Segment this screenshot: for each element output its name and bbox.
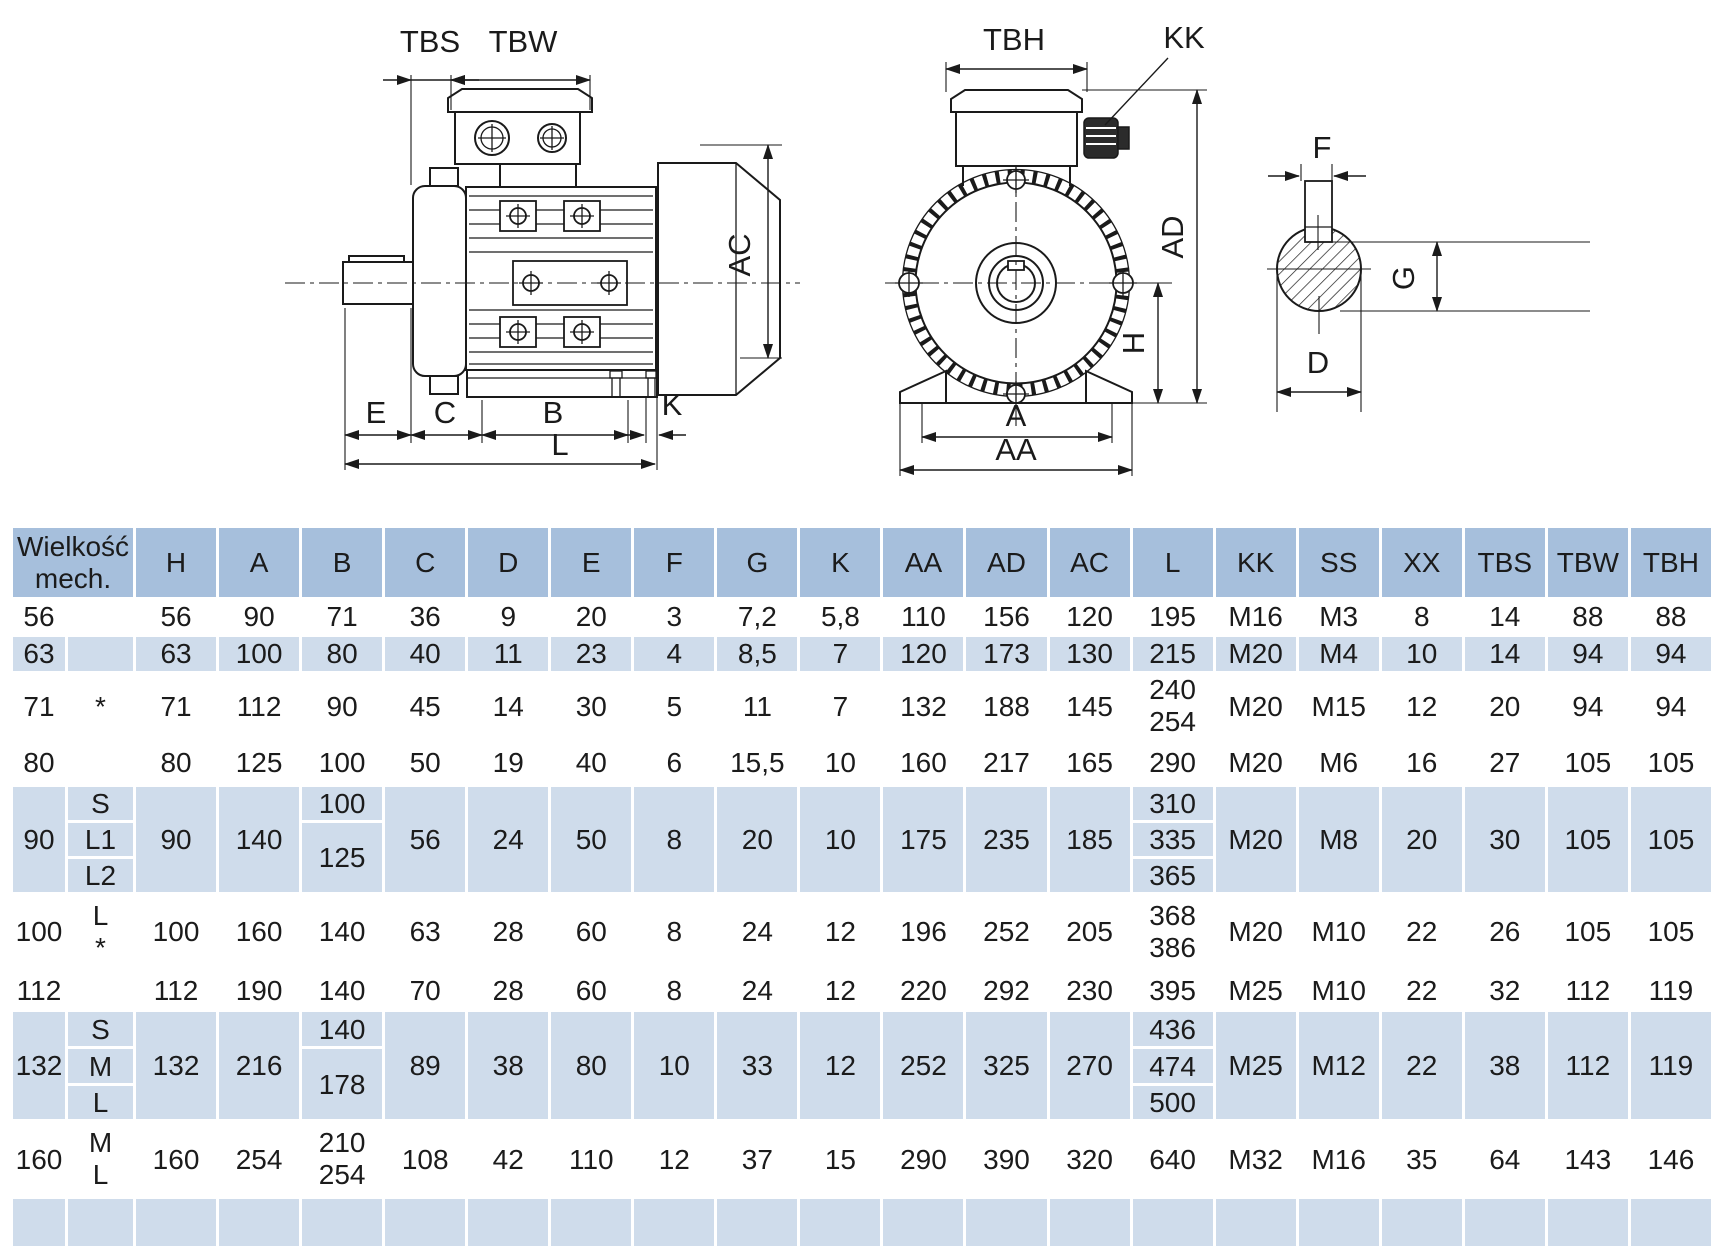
motor-dimension-drawing	[0, 0, 1724, 525]
dim-cell	[1297, 1198, 1380, 1248]
dim-cell: 252	[882, 1011, 965, 1121]
dim-cell: 500	[1131, 1085, 1214, 1121]
col-header-tbh: TBH	[1629, 527, 1712, 599]
dim-cell: 94	[1629, 636, 1712, 673]
dimension-table	[10, 525, 1714, 1249]
dim-cell: 63	[384, 894, 467, 970]
dim-value: 386	[1149, 931, 1196, 963]
dim-cell: 112	[1546, 1011, 1629, 1121]
dim-cell: 105	[1629, 740, 1712, 786]
col-header-ad: AD	[965, 527, 1048, 599]
dim-label-f: F	[1312, 130, 1332, 165]
dim-cell: 325	[965, 1011, 1048, 1121]
dim-cell: 112	[1546, 970, 1629, 1011]
col-header-ss: SS	[1297, 527, 1380, 599]
dim-cell	[1380, 1198, 1463, 1248]
dim-cell: 105	[1546, 740, 1629, 786]
dim-cell: 71	[135, 673, 218, 740]
dim-cell: M3	[1297, 599, 1380, 636]
dim-cell: 100	[218, 636, 301, 673]
table-row	[12, 599, 1713, 636]
row-size-label	[12, 1198, 67, 1248]
dim-cell: M10	[1297, 970, 1380, 1011]
dim-cell: 160	[135, 1121, 218, 1198]
dim-cell: 140	[301, 1011, 384, 1048]
dim-cell: 132	[135, 1011, 218, 1121]
col-header-d: D	[467, 527, 550, 599]
table-row	[12, 740, 1713, 786]
row-sub-label: L	[67, 1085, 135, 1121]
dim-cell: 474	[1131, 1048, 1214, 1085]
row-sub-label	[67, 894, 135, 970]
dim-cell: 42	[467, 1121, 550, 1198]
dim-cell: 165	[1048, 740, 1131, 786]
row-size-label: 56	[12, 599, 67, 636]
dim-cell: 80	[550, 1011, 633, 1121]
dim-cell: 94	[1546, 636, 1629, 673]
dim-cell: 26	[1463, 894, 1546, 970]
col-header-b: B	[301, 527, 384, 599]
dim-cell: 105	[1546, 894, 1629, 970]
table-row	[12, 673, 1713, 740]
dim-cell: 254	[218, 1121, 301, 1198]
dim-cell: 196	[882, 894, 965, 970]
dim-cell: 88	[1546, 599, 1629, 636]
dim-cell: M10	[1297, 894, 1380, 970]
dim-cell: 22	[1380, 970, 1463, 1011]
col-header-xx: XX	[1380, 527, 1463, 599]
dim-cell: M16	[1214, 599, 1297, 636]
dim-label-e: E	[365, 395, 387, 430]
dim-cell	[1131, 673, 1214, 740]
terminal-box-front	[951, 90, 1082, 166]
dim-cell: 9	[467, 599, 550, 636]
dim-cell: M20	[1214, 636, 1297, 673]
table-row	[12, 894, 1713, 970]
dim-cell: 220	[882, 970, 965, 1011]
row-sub-label	[67, 599, 135, 636]
dim-cell	[1048, 1198, 1131, 1248]
dim-cell: 215	[1131, 636, 1214, 673]
dim-label-tbh: TBH	[983, 22, 1045, 57]
dim-cell: 12	[799, 1011, 882, 1121]
dim-cell: 14	[1463, 599, 1546, 636]
dim-cell: M6	[1297, 740, 1380, 786]
dim-cell: 5	[633, 673, 716, 740]
dim-cell: 290	[1131, 740, 1214, 786]
dim-cell: 37	[716, 1121, 799, 1198]
dim-cell: M8	[1297, 786, 1380, 894]
dim-cell: 230	[1048, 970, 1131, 1011]
feet-side	[467, 370, 657, 397]
dim-cell: 94	[1629, 673, 1712, 740]
dim-cell: 3	[633, 599, 716, 636]
dim-cell: 140	[218, 786, 301, 894]
dim-cell: 56	[135, 599, 218, 636]
col-header-tbs: TBS	[1463, 527, 1546, 599]
dim-cell: 120	[1048, 599, 1131, 636]
row-size-label: 63	[12, 636, 67, 673]
dim-cell: 252	[965, 894, 1048, 970]
footnote-star: *	[95, 931, 106, 963]
dim-cell: 40	[550, 740, 633, 786]
side-view-drawing	[285, 24, 800, 470]
dim-label-a: A	[1005, 398, 1027, 433]
row-size-label: 112	[12, 970, 67, 1011]
row-size-label: 90	[12, 786, 67, 894]
dim-value: 240	[1149, 674, 1196, 705]
dim-cell: 290	[882, 1121, 965, 1198]
dim-cell: 395	[1131, 970, 1214, 1011]
dim-cell	[301, 1121, 384, 1198]
dim-cell: 28	[467, 894, 550, 970]
dim-cell: 110	[882, 599, 965, 636]
dim-cell	[1546, 1198, 1629, 1248]
dim-cell: 119	[1629, 1011, 1712, 1121]
dim-cell: 33	[716, 1011, 799, 1121]
dim-cell: 15,5	[716, 740, 799, 786]
dim-cell: 195	[1131, 599, 1214, 636]
dim-cell: 20	[1380, 786, 1463, 894]
dim-cell: M16	[1297, 1121, 1380, 1198]
dim-cell: 436	[1131, 1011, 1214, 1048]
dim-cell: M25	[1214, 970, 1297, 1011]
dim-cell: 173	[965, 636, 1048, 673]
table-row	[12, 1011, 1713, 1048]
dim-cell: 320	[1048, 1121, 1131, 1198]
dim-label-b: B	[542, 395, 564, 430]
dim-label-g: G	[1386, 265, 1421, 291]
col-header-ac: AC	[1048, 527, 1131, 599]
dim-cell: 36	[384, 599, 467, 636]
col-header-k: K	[799, 527, 882, 599]
dim-cell	[550, 1198, 633, 1248]
col-header-f: F	[633, 527, 716, 599]
dim-cell	[218, 1198, 301, 1248]
dim-cell	[1131, 894, 1214, 970]
dim-cell: 35	[1380, 1121, 1463, 1198]
dim-cell: M4	[1297, 636, 1380, 673]
dim-cell: 125	[301, 822, 384, 894]
dim-cell: 60	[550, 970, 633, 1011]
dim-cell: 19	[467, 740, 550, 786]
dim-cell: M20	[1214, 786, 1297, 894]
dim-cell: 140	[301, 894, 384, 970]
dim-label-ac: AC	[722, 233, 757, 277]
dim-cell: 27	[1463, 740, 1546, 786]
table-row	[12, 786, 1713, 822]
dim-cell: 112	[135, 970, 218, 1011]
dim-cell: 205	[1048, 894, 1131, 970]
col-header-c: C	[384, 527, 467, 599]
dim-cell	[1131, 1198, 1214, 1248]
dim-cell: 120	[882, 636, 965, 673]
col-header-a: A	[218, 527, 301, 599]
dim-cell: 11	[716, 673, 799, 740]
dim-cell: 132	[882, 673, 965, 740]
dim-cell: 89	[384, 1011, 467, 1121]
dim-cell: 8,5	[716, 636, 799, 673]
dim-cell: 32	[1463, 970, 1546, 1011]
row-sub-label	[67, 1198, 135, 1248]
dim-cell	[467, 1198, 550, 1248]
dim-cell: 14	[1463, 636, 1546, 673]
dim-cell: 8	[1380, 599, 1463, 636]
dim-cell: 140	[301, 970, 384, 1011]
dim-cell: 71	[301, 599, 384, 636]
row-size-label: 132	[12, 1011, 67, 1121]
dim-cell: 12	[799, 894, 882, 970]
sub-label: L	[92, 1159, 109, 1191]
dim-cell: 160	[218, 894, 301, 970]
dim-cell: 235	[965, 786, 1048, 894]
dim-label-h: H	[1116, 331, 1151, 355]
row-size-label: 160	[12, 1121, 67, 1198]
col-header-kk: KK	[1214, 527, 1297, 599]
dim-cell: 90	[301, 673, 384, 740]
dim-cell: 175	[882, 786, 965, 894]
dim-cell	[799, 1198, 882, 1248]
dim-label-c: C	[433, 395, 457, 430]
row-size-label: 71	[12, 673, 67, 740]
dim-cell: 15	[799, 1121, 882, 1198]
dim-cell: 112	[218, 673, 301, 740]
dim-cell: 12	[1380, 673, 1463, 740]
row-sub-label: L1	[67, 822, 135, 858]
row-sub-label: *	[67, 673, 135, 740]
dim-cell: 23	[550, 636, 633, 673]
fan-cover	[658, 163, 780, 395]
dim-cell: 12	[633, 1121, 716, 1198]
dim-cell: 38	[1463, 1011, 1546, 1121]
dim-cell: 125	[218, 740, 301, 786]
dim-cell: 5,8	[799, 599, 882, 636]
dim-cell: M20	[1214, 740, 1297, 786]
dim-cell: 88	[1629, 599, 1712, 636]
dim-cell: 178	[301, 1048, 384, 1121]
dim-cell: 310	[1131, 786, 1214, 822]
sub-label: L	[92, 899, 109, 931]
dim-cell	[882, 1198, 965, 1248]
dim-cell: 292	[965, 970, 1048, 1011]
dim-cell: 14	[467, 673, 550, 740]
col-header-size: Wielkość mech.	[12, 527, 135, 599]
dim-cell: 22	[1380, 1011, 1463, 1121]
dim-cell: 24	[716, 970, 799, 1011]
front-view-drawing	[885, 20, 1207, 476]
dim-cell: 50	[550, 786, 633, 894]
dim-cell: 7	[799, 673, 882, 740]
row-sub-label: S	[67, 1011, 135, 1048]
dim-label-aa: AA	[995, 432, 1037, 467]
dim-cell: 100	[135, 894, 218, 970]
dim-cell: 130	[1048, 636, 1131, 673]
front-shield	[413, 186, 466, 376]
dim-cell: 190	[218, 970, 301, 1011]
row-sub-label	[67, 1121, 135, 1198]
col-header-g: G	[716, 527, 799, 599]
dim-cell: 365	[1131, 858, 1214, 894]
dim-cell: 70	[384, 970, 467, 1011]
dim-cell: 45	[384, 673, 467, 740]
dim-cell: 12	[799, 970, 882, 1011]
table-row-partial	[12, 1198, 1713, 1248]
dim-cell: 270	[1048, 1011, 1131, 1121]
dim-value: 368	[1149, 899, 1196, 931]
dim-cell: 10	[799, 740, 882, 786]
dim-cell	[1214, 1198, 1297, 1248]
dim-cell: 640	[1131, 1121, 1214, 1198]
dim-cell: 20	[550, 599, 633, 636]
dim-cell: 335	[1131, 822, 1214, 858]
row-sub-label: M	[67, 1048, 135, 1085]
dim-cell: 28	[467, 970, 550, 1011]
dim-cell: 4	[633, 636, 716, 673]
row-sub-label	[67, 740, 135, 786]
dim-cell: 30	[550, 673, 633, 740]
dim-cell: 8	[633, 786, 716, 894]
dim-cell: M12	[1297, 1011, 1380, 1121]
shaft-section-drawing	[1267, 130, 1590, 412]
dim-cell: M25	[1214, 1011, 1297, 1121]
dim-cell: 156	[965, 599, 1048, 636]
dim-cell: 10	[633, 1011, 716, 1121]
dim-cell: 185	[1048, 786, 1131, 894]
dim-cell: 105	[1629, 786, 1712, 894]
dim-cell	[633, 1198, 716, 1248]
dim-cell: 24	[467, 786, 550, 894]
dim-cell: M20	[1214, 894, 1297, 970]
dim-cell: 64	[1463, 1121, 1546, 1198]
dim-cell: 100	[301, 786, 384, 822]
dim-cell: 105	[1629, 894, 1712, 970]
dim-cell	[384, 1198, 467, 1248]
dim-cell: 6	[633, 740, 716, 786]
dim-label-tbw: TBW	[488, 24, 558, 59]
col-header-l: L	[1131, 527, 1214, 599]
dim-cell: 146	[1629, 1121, 1712, 1198]
terminal-box-side	[448, 89, 592, 187]
dim-label-k: K	[661, 387, 683, 422]
dim-cell: 143	[1546, 1121, 1629, 1198]
dim-cell	[1629, 1198, 1712, 1248]
dim-cell: 20	[1463, 673, 1546, 740]
col-header-tbw: TBW	[1546, 527, 1629, 599]
dim-value: 210	[318, 1127, 366, 1159]
col-header-h: H	[135, 527, 218, 599]
dim-cell: 80	[135, 740, 218, 786]
dim-cell: M32	[1214, 1121, 1297, 1198]
dim-cell: 216	[218, 1011, 301, 1121]
dim-cell: 50	[384, 740, 467, 786]
dim-cell	[716, 1198, 799, 1248]
dim-value: 254	[1149, 706, 1196, 738]
dim-cell: 20	[716, 786, 799, 894]
sub-label: M	[88, 1127, 113, 1159]
dim-cell: 63	[135, 636, 218, 673]
dim-cell: 40	[384, 636, 467, 673]
dim-cell: 10	[799, 786, 882, 894]
dim-label-ad: AD	[1155, 215, 1190, 259]
dim-cell: 90	[218, 599, 301, 636]
dim-cell: 390	[965, 1121, 1048, 1198]
row-sub-label	[67, 970, 135, 1011]
dim-cell: 188	[965, 673, 1048, 740]
table-row	[12, 636, 1713, 673]
dim-cell: 119	[1629, 970, 1712, 1011]
dim-cell: 10	[1380, 636, 1463, 673]
dim-cell: 24	[716, 894, 799, 970]
dim-cell: M15	[1297, 673, 1380, 740]
dim-label-d: D	[1306, 345, 1330, 380]
dim-cell: 80	[301, 636, 384, 673]
dim-cell: 7,2	[716, 599, 799, 636]
dim-cell: 16	[1380, 740, 1463, 786]
table-row	[12, 1121, 1713, 1198]
row-sub-label	[67, 636, 135, 673]
dim-cell: 145	[1048, 673, 1131, 740]
dim-cell: 108	[384, 1121, 467, 1198]
dim-cell	[965, 1198, 1048, 1248]
row-sub-label: S	[67, 786, 135, 822]
dim-cell: 105	[1546, 786, 1629, 894]
dim-cell: M20	[1214, 673, 1297, 740]
dim-cell	[135, 1198, 218, 1248]
col-header-aa: AA	[882, 527, 965, 599]
dim-cell	[1463, 1198, 1546, 1248]
row-size-label: 80	[12, 740, 67, 786]
row-sub-label: L2	[67, 858, 135, 894]
dim-cell: 56	[384, 786, 467, 894]
table-row	[12, 970, 1713, 1011]
dim-cell: 94	[1546, 673, 1629, 740]
dim-cell: 90	[135, 786, 218, 894]
dim-cell: 8	[633, 970, 716, 1011]
table-header-row	[12, 527, 1713, 599]
col-header-e: E	[550, 527, 633, 599]
dim-cell: 22	[1380, 894, 1463, 970]
dim-cell: 217	[965, 740, 1048, 786]
dim-cell: 110	[550, 1121, 633, 1198]
dim-cell: 30	[1463, 786, 1546, 894]
dim-cell: 7	[799, 636, 882, 673]
dim-cell	[301, 1198, 384, 1248]
dim-label-l: L	[551, 427, 569, 462]
dim-label-kk: KK	[1163, 20, 1205, 55]
dim-cell: 11	[467, 636, 550, 673]
dim-cell: 38	[467, 1011, 550, 1121]
dim-cell: 160	[882, 740, 965, 786]
dim-cell: 60	[550, 894, 633, 970]
dim-cell: 100	[301, 740, 384, 786]
dim-value: 254	[318, 1159, 366, 1191]
dim-label-tbs: TBS	[399, 24, 461, 59]
dim-cell: 8	[633, 894, 716, 970]
row-size-label: 100	[12, 894, 67, 970]
